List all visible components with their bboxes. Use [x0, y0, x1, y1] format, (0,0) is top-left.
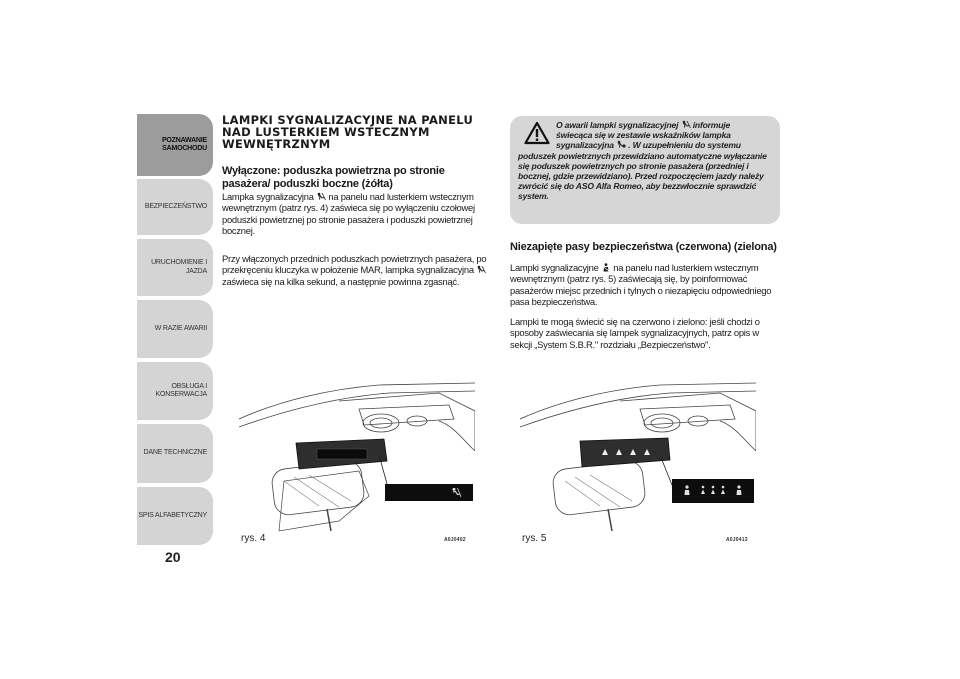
mirror-panel-illustration [239, 381, 475, 538]
warning-rest: poduszek powietrznych przewidziano automatyczne wyłączanie się poduszek powietrznych po stronie pasażera (przedniej i bocznej, gdzie przewidziano). Przed rozpoczęciem jazdy należy zwrócić się do ASO Alfa Romeo, aby bezzwłocznie sprawdzić system. [518, 150, 767, 202]
p3-text-a: Lampki sygnalizacyjne [510, 262, 599, 273]
airbag-paragraph-1 [222, 191, 492, 236]
tab-w-razie-awarii[interactable]: W RAZIE AWARII [137, 300, 213, 358]
airbag-warning-icon [616, 140, 626, 149]
warning-text [518, 120, 772, 202]
figure-5-code: A0J0413 [726, 537, 748, 543]
figure-5-caption: rys. 5 [522, 533, 547, 544]
warning-line-1a: O awarii lampki sygnalizacyjnej [556, 120, 679, 130]
p2-text-b: zaświeca się na kilka sekund, a następnie powinna zgasnąć. [222, 275, 460, 287]
tab-spis-alfabetyczny[interactable]: SPIS ALFABETYCZNY [137, 487, 213, 545]
figure-4-caption: rys. 4 [241, 533, 266, 544]
airbag-subheading: Wyłączone: poduszka powietrzna po stronie pasażera/ poduszki boczne (żółta) [222, 165, 445, 190]
tab-uruchomienie-i-jazda[interactable]: URUCHOMIENIE I JAZDA [137, 239, 213, 296]
airbag-off-icon [316, 192, 326, 201]
tab-obsluga-i-konserwacja[interactable]: OBSŁUGA I KONSERWACJA [137, 362, 213, 420]
tab-poznawanie-samochodu[interactable]: POZNAWANIE SAMOCHODU [137, 114, 213, 176]
p1-text-b: na panelu nad lusterkiem wstecznym wewnętrznym (patrz rys. 4) zaświeca się po wyłączeniu czołowej poduszki powietrznej po stronie pasażera i poduszki powietrznej bocznej. [222, 191, 475, 236]
tab-dane-techniczne[interactable]: DANE TECHNICZNE [137, 424, 213, 483]
seatbelt-paragraph-1 [510, 262, 782, 307]
figure-4-code: A0J0402 [444, 537, 466, 543]
section-heading: LAMPKI SYGNALIZACYJNE NA PANELU NAD LUSTERKIEM WSTECZNYM WEWNĘTRZNYM [222, 113, 474, 151]
page-number: 20 [165, 549, 181, 565]
warning-line-3b: . W uzupełnieniu do systemu [628, 140, 741, 151]
seatbelt-icon [601, 263, 611, 272]
p1-text-a: Lampka sygnalizacyjna [222, 191, 314, 202]
airbag-paragraph-2 [222, 253, 492, 287]
warning-line-3a: sygnalizacyjna [556, 140, 614, 151]
tab-bezpieczenstwo[interactable]: BEZPIECZEŃSTWO [137, 179, 213, 235]
p2-text-a: Przy włączonych przednich poduszkach powietrznych pasażera, po przekręceniu kluczyka w położenie MAR, lampka sygnalizacyjna [222, 253, 487, 276]
airbag-off-icon [681, 120, 691, 129]
airbag-off-icon [476, 265, 486, 274]
seatbelt-subheading: Niezapięte pasy bezpieczeństwa (czerwona) (zielona) [510, 241, 777, 253]
figure-5 [520, 381, 756, 538]
seatbelt-paragraph-2: Lampki te mogą świecić się na czerwono i zielono: jeśli chodzi o sposoby zaświecania się lampek sygnalizacyjnych, patrz opis w sekcji „System S.B.R." rozdziału „Bezpieczeństwo". [510, 316, 760, 350]
figure-4 [239, 381, 475, 538]
p3-text-b: na panelu nad lusterkiem wstecznym wewnętrznym (patrz rys. 5) zaświecają się, by poinformować pasażerów miejsc przednich i tylnych o niezapięciu odpowiedniego pasa bezpieczeństwa. [510, 262, 772, 307]
warning-line-1b: informuje [692, 120, 731, 130]
warning-line-2: świecąca się w zestawie wskaźników lampka [556, 130, 731, 141]
mirror-panel-illustration [520, 381, 756, 538]
